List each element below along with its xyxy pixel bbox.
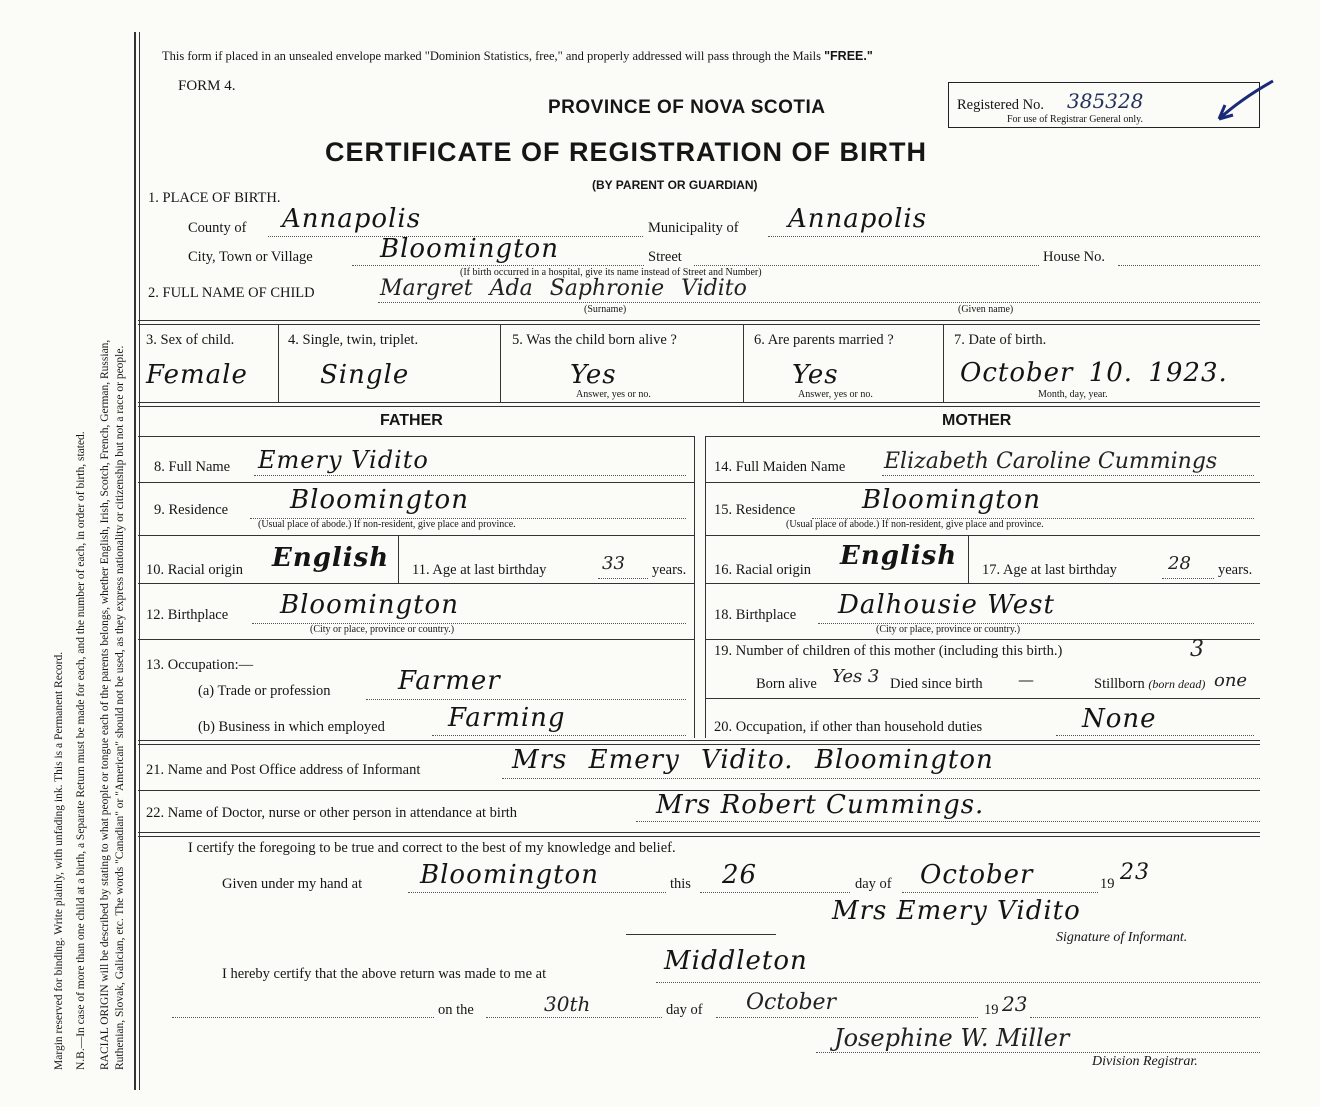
father-birthplace-label: 12. Birthplace: [146, 607, 229, 623]
children-count-value: 3: [1190, 637, 1204, 662]
mother-name-value: Elizabeth Caroline Cummings: [884, 449, 1218, 474]
divider-1: [138, 320, 1260, 321]
registrar-statement: I hereby certify that the above return was made to me at: [222, 966, 547, 982]
col-divider-2: [500, 324, 501, 402]
given-name-note: (Given name): [958, 304, 1014, 315]
doctor-value: Mrs Robert Cummings.: [656, 790, 985, 820]
trade-line: [366, 699, 686, 700]
registrar-lead-line: [172, 1017, 434, 1018]
mother-occupation-value: None: [1082, 704, 1157, 734]
mother-birthplace-note: (City or place, province or country.): [876, 624, 1021, 635]
given-place-line: [408, 892, 666, 893]
date-of-birth-note: Month, day, year.: [1038, 389, 1108, 400]
father-racial-value: English: [272, 543, 390, 573]
divider-3: [138, 740, 1260, 741]
mother-residence-label: 15. Residence: [714, 502, 796, 518]
registered-value: 385328: [1067, 89, 1144, 113]
born-alive-label: 5. Was the child born alive ?: [512, 332, 677, 348]
plurality-label: 4. Single, twin, triplet.: [288, 332, 419, 348]
mother-racial-divider: [968, 535, 969, 583]
given-label: Given under my hand at: [222, 876, 363, 892]
margin-note-racial-origin-2: Ruthenian, Slovak, Galician, etc. The words "Canadian" or "American" should not be used, as they express nationality or citizenship but not a race or people.: [114, 345, 126, 1070]
city-line: [352, 265, 644, 266]
mother-birthplace-value: Dalhousie West: [838, 590, 1055, 620]
born-alive-count-label: Born alive: [756, 676, 817, 692]
mother-rule-4: [705, 639, 1260, 640]
business-value: Farming: [448, 703, 566, 733]
registrar-year-prefix: 19: [984, 1002, 999, 1018]
registrar-note: For use of Registrar General only.: [1007, 114, 1143, 125]
died-label: Died since birth: [890, 676, 983, 692]
registrar-signature-line: [816, 1052, 1260, 1053]
born-alive-value: Yes: [570, 360, 617, 390]
sex-label: 3. Sex of child.: [146, 332, 235, 348]
father-heading: FATHER: [380, 412, 443, 429]
plurality-value: Single: [320, 360, 410, 390]
on-the-label: on the: [438, 1002, 474, 1018]
father-rule-0: [138, 436, 694, 437]
municipality-line: [768, 236, 1260, 237]
father-racial-label: 10. Racial origin: [146, 562, 244, 578]
col-divider-1: [278, 324, 279, 402]
page-subtitle: (BY PARENT OR GUARDIAN): [592, 178, 758, 192]
registrar-place-line: [656, 982, 1260, 983]
registrar-year-value: 23: [1002, 992, 1028, 1016]
doctor-label: 22. Name of Doctor, nurse or other person in attendance at birth: [146, 805, 518, 821]
born-alive-note: Answer, yes or no.: [576, 389, 651, 400]
registrar-place-value: Middleton: [664, 946, 808, 976]
father-right-border: [694, 436, 695, 738]
sex-value: Female: [146, 360, 248, 390]
mother-racial-value: English: [840, 541, 958, 571]
doctor-line: [636, 821, 1260, 822]
check-mark-icon: [1211, 79, 1281, 125]
child-name-value: Margret Ada Saphronie Vidito: [380, 276, 747, 301]
mother-occupation-label: 20. Occupation, if other than household duties: [714, 719, 983, 735]
father-birthplace-note: (City or place, province or country.): [310, 624, 455, 635]
mother-rule-2: [705, 535, 1260, 536]
street-line: [694, 265, 1039, 266]
father-rule-1: [138, 482, 694, 483]
place-of-birth-heading: 1. PLACE OF BIRTH.: [148, 190, 281, 206]
mother-rule-1: [705, 482, 1260, 483]
died-value: —: [1018, 670, 1034, 689]
year-prefix: 19: [1100, 876, 1115, 892]
signature-informant-label: Signature of Informant.: [1056, 930, 1188, 945]
month-value: October: [920, 860, 1034, 890]
trade-label: (a) Trade or profession: [198, 683, 331, 699]
margin-note-racial-origin: RACIAL ORIGIN will be described by stating to what people or tongue each of the parents belongs, whether English, Irish, Scotch, French, German, Russian,: [99, 339, 111, 1070]
margin-note-binding: Margin reserved for binding. Write plainly, with unfading ink. This is a Permanent Record.: [53, 651, 65, 1070]
left-border: [134, 32, 136, 1090]
province-heading: PROVINCE OF NOVA SCOTIA: [548, 97, 826, 118]
registrar-day-of-label: day of: [666, 1002, 703, 1018]
registrar-month-value: October: [746, 990, 837, 1015]
city-value: Bloomington: [380, 234, 559, 264]
surname-note: (Surname): [584, 304, 627, 315]
mother-age-label: 17. Age at last birthday: [982, 562, 1117, 578]
municipality-value: Annapolis: [788, 204, 928, 234]
divider-2b: [138, 406, 1260, 407]
business-label: (b) Business in which employed: [198, 719, 385, 735]
registrar-day-value: 30th: [544, 992, 591, 1016]
mother-rule-0: [705, 436, 1260, 437]
mother-heading: MOTHER: [942, 412, 1012, 429]
house-number-label: House No.: [1043, 249, 1106, 265]
divider-5b: [138, 836, 1260, 837]
mother-rule-3: [705, 583, 1260, 584]
month-line: [902, 892, 1098, 893]
this-label: this: [670, 876, 691, 892]
born-alive-count-value: Yes 3: [832, 666, 880, 687]
municipality-label: Municipality of: [648, 220, 739, 236]
father-rule-3: [138, 583, 694, 584]
father-age-line: [598, 578, 648, 579]
father-abode-note: (Usual place of abode.) If non-resident, give place and province.: [258, 519, 516, 530]
children-count-label: 19. Number of children of this mother (including this birth.): [714, 643, 1063, 659]
street-label: Street: [648, 249, 682, 265]
registrar-signature: Josephine W. Miller: [834, 1024, 1070, 1052]
house-number-line: [1118, 265, 1260, 266]
registrar-month-line: [716, 1017, 978, 1018]
father-name-line: [254, 475, 686, 476]
informant-value: Mrs Emery Vidito. Bloomington: [512, 745, 994, 775]
parents-married-value: Yes: [792, 360, 839, 390]
father-name-label: 8. Full Name: [154, 459, 231, 475]
city-label: City, Town or Village: [188, 249, 313, 265]
informant-signature: Mrs Emery Vidito: [832, 896, 1081, 926]
mother-age-line: [1162, 578, 1214, 579]
day-of-label: day of: [855, 876, 892, 892]
informant-line: [502, 778, 1260, 779]
father-racial-divider: [398, 535, 399, 583]
margin-note-multiple-births: N.B.—In case of more than one child at a birth, a Separate Return must be made for each, and the number of each, in order of birth, stated.: [75, 431, 87, 1070]
mother-residence-value: Bloomington: [862, 485, 1041, 515]
registered-number-box: [948, 82, 1260, 128]
registrar-trail-line: [1030, 1017, 1260, 1018]
county-label: County of: [188, 220, 247, 236]
form-number: FORM 4.: [178, 78, 236, 94]
mother-rule-5: [705, 698, 1260, 699]
divider-2: [138, 402, 1260, 403]
date-of-birth-label: 7. Date of birth.: [954, 332, 1047, 348]
registered-label: Registered No.: [957, 97, 1044, 113]
page-title: CERTIFICATE OF REGISTRATION OF BIRTH: [325, 137, 927, 167]
col-divider-3: [743, 324, 744, 402]
col-divider-4: [943, 324, 944, 402]
short-rule: [626, 934, 776, 935]
divider-5: [138, 832, 1260, 833]
mother-age-value: 28: [1168, 553, 1191, 574]
occupation-label: 13. Occupation:—: [146, 657, 254, 673]
father-age-label: 11. Age at last birthday: [412, 562, 547, 578]
year-value: 23: [1120, 860, 1150, 885]
given-place-value: Bloomington: [420, 860, 599, 890]
father-age-value: 33: [602, 553, 625, 574]
father-name-value: Emery Vidito: [258, 446, 429, 474]
child-name-label: 2. FULL NAME OF CHILD: [148, 285, 315, 301]
mother-birthplace-label: 18. Birthplace: [714, 607, 797, 623]
mother-name-line: [882, 475, 1254, 476]
father-residence-value: Bloomington: [290, 485, 469, 515]
divider-1b: [138, 324, 1260, 325]
hospital-note: (If birth occurred in a hospital, give its name instead of Street and Number): [460, 267, 762, 278]
county-value: Annapolis: [282, 204, 422, 234]
stillborn-label: Stillborn (born dead): [1094, 676, 1206, 692]
stillborn-value: one: [1214, 670, 1248, 691]
division-registrar-label: Division Registrar.: [1092, 1054, 1198, 1069]
registrar-day-line: [486, 1017, 662, 1018]
parents-married-note: Answer, yes or no.: [798, 389, 873, 400]
day-line: [700, 892, 850, 893]
father-years-label: years.: [652, 562, 687, 578]
trade-value: Farmer: [398, 666, 501, 696]
parents-married-label: 6. Are parents married ?: [754, 332, 894, 348]
father-residence-label: 9. Residence: [154, 502, 229, 518]
father-rule-2: [138, 535, 694, 536]
father-birthplace-value: Bloomington: [280, 590, 459, 620]
date-of-birth-value: October 10. 1923.: [960, 358, 1228, 388]
father-rule-4: [138, 639, 694, 640]
mother-occupation-line: [1056, 735, 1254, 736]
mother-years-label: years.: [1218, 562, 1253, 578]
certify-statement: I certify the foregoing to be true and correct to the best of my knowledge and belief.: [188, 840, 676, 856]
mother-name-label: 14. Full Maiden Name: [714, 459, 846, 475]
postal-notice: This form if placed in an unsealed envelope marked "Dominion Statistics, free," and properly addressed will pass through the Mails "FREE.": [162, 49, 873, 63]
left-border-inner: [139, 32, 140, 1090]
day-value: 26: [722, 860, 758, 890]
business-line: [432, 735, 686, 736]
mother-abode-note: (Usual place of abode.) If non-resident, give place and province.: [786, 519, 1044, 530]
mother-racial-label: 16. Racial origin: [714, 562, 812, 578]
child-name-line: [378, 302, 1260, 303]
informant-label: 21. Name and Post Office address of Informant: [146, 762, 421, 778]
